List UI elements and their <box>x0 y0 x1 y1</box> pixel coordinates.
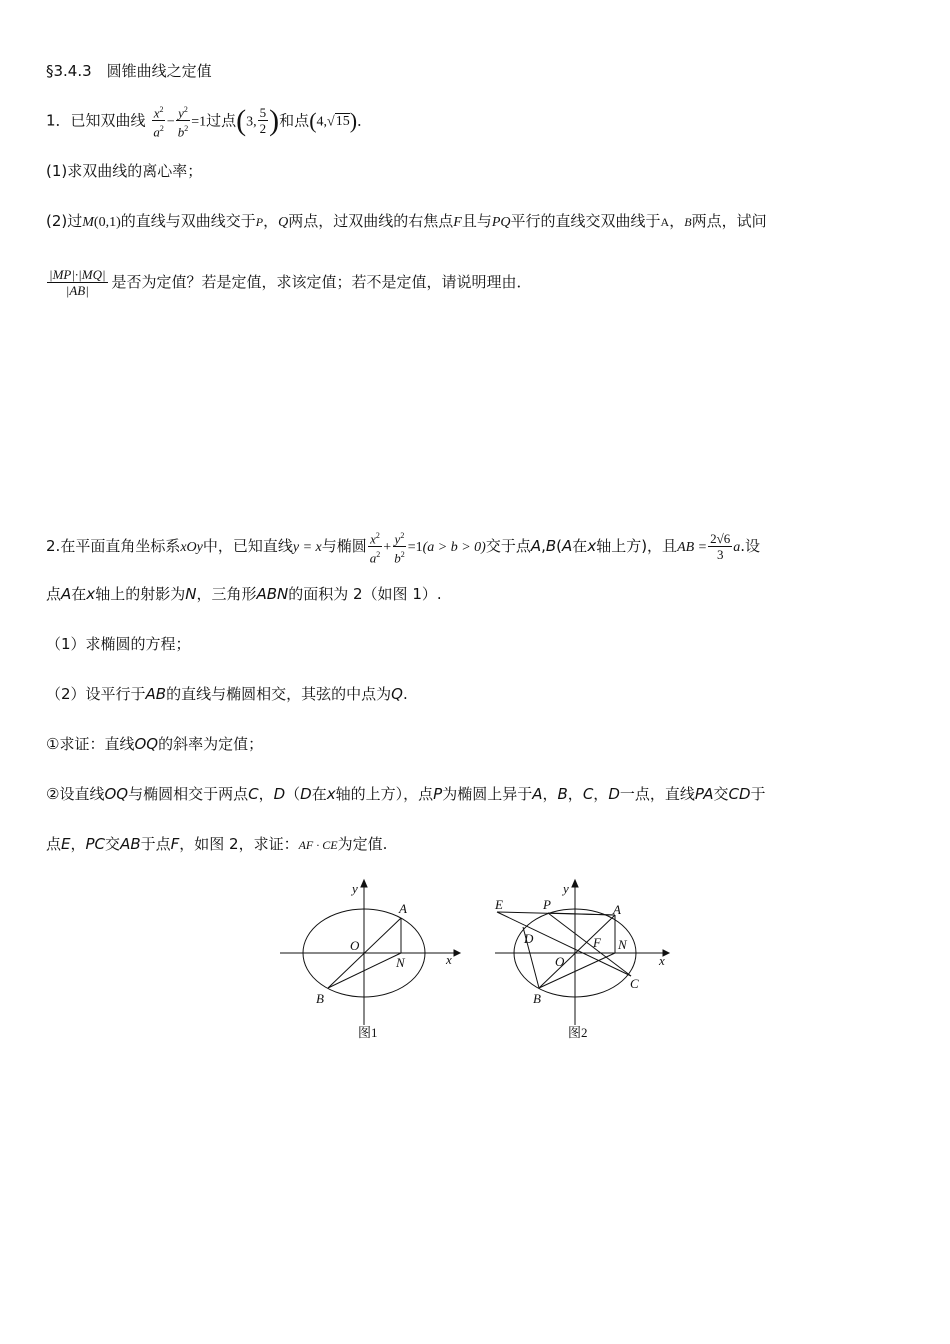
figure-1-label-y: y <box>352 881 358 896</box>
problem-1-question-2: (2)过M(0,1)的直线与双曲线交于P，Q两点，过双曲线的右焦点F且与PQ平行的直线交双曲线于A，B两点，试问 <box>46 212 767 230</box>
figure-2-label-O: O <box>555 954 565 969</box>
figure-1-x-arrow <box>454 950 460 956</box>
ellipse-y-term: $\frac{y^2}{b^2}$ <box>392 528 407 566</box>
problem-2-question-2: （2）设平行于AB的直线与椭圆相交，其弦的中点为Q. <box>46 685 408 703</box>
figure-1-label-x: x <box>446 952 452 967</box>
problem-2-statement-cont: 点A在x轴上的射影为N，三角形ABN的面积为 2（如图 1）. <box>46 585 442 603</box>
figure-2-label-A: A <box>613 902 621 917</box>
figure-1-label-O: O <box>350 938 360 953</box>
figure-2-segment-BN <box>539 953 615 988</box>
figure-2-label-y: y <box>563 881 569 896</box>
figure-2 <box>485 875 680 1045</box>
figure-2-y-arrow <box>572 880 578 887</box>
figure-2-segment-EA <box>497 912 615 915</box>
problem-1-question-1: (1)求双曲线的离心率； <box>46 162 203 180</box>
figure-1-y-arrow <box>361 880 367 887</box>
figure-2-label-E: E <box>495 897 503 912</box>
figure-1-caption: 图1 <box>358 1025 378 1040</box>
figure-2-label-C: C <box>630 976 639 991</box>
problem-2-subquestion-1: ①求证：直线OQ的斜率为定值； <box>46 735 264 753</box>
ellipse-x-term: $\frac{x^2}{a^2}$ <box>368 528 383 566</box>
figure-2-caption: 图2 <box>568 1025 588 1040</box>
figure-1-label-A: A <box>399 901 407 916</box>
figure-2-segment-AB <box>539 915 615 988</box>
figure-1-label-N: N <box>396 955 405 970</box>
figure-2-label-B: B <box>533 991 541 1006</box>
figure-2-label-F: F <box>593 935 601 950</box>
figure-2-label-x: x <box>659 953 665 968</box>
point1-fraction: $\frac{5}{2}$ <box>259 105 267 137</box>
problem-1-question-2-cont: $\frac{|MP|\cdot|MQ|}{|AB|}$ 是否为定值？若是定值，求该定值；若不是定值，请说明理由． <box>49 267 532 298</box>
figure-2-label-D: D <box>524 931 534 946</box>
ratio-fraction: $\frac{|MP|\cdot|MQ|}{|AB|}$ <box>49 267 106 298</box>
problem-2-subquestion-2: ②设直线OQ与椭圆相交于两点C，D（D在x轴的上方），点P为椭圆上异于A，B，C，D一点，直线PA交CD于 <box>46 785 766 803</box>
figure-2-label-N: N <box>618 937 627 952</box>
problem-2-subquestion-2-cont: 点E，PC交AB于点F，如图 2，求证：AF · CE为定值. <box>46 835 388 853</box>
figure-1 <box>270 875 470 1045</box>
ab-length-fraction: $\frac{2√6}{3}$ <box>710 531 731 562</box>
figure-2-label-P: P <box>543 897 551 912</box>
problem-1-statement: 1．已知双曲线 $\frac{x^2}{a^2}$ − $\frac{y^2}{b^2}$ =1过点(3, $\frac{5}{2}$ )和点(4,√15)． <box>46 103 373 140</box>
hyperbola-y-term: $\frac{y^2}{b^2}$ <box>176 102 191 140</box>
problem-2-question-1: （1）求椭圆的方程； <box>46 635 191 653</box>
hyperbola-x-term: $\frac{x^2}{a^2}$ <box>151 102 166 140</box>
problem-2-statement: 2.在平面直角坐标系xOy中，已知直线y = x与椭圆 $\frac{x^2}{a^2}$ + $\frac{y^2}{b^2}$ =1(a > b > 0)交于点A,B(A在x轴上方)，且AB = $\frac{2√6}{3}$ a.设 <box>46 526 760 568</box>
figure-1-label-B: B <box>316 991 324 1006</box>
section-title: §3.4.3 圆锥曲线之定值 <box>46 62 212 80</box>
